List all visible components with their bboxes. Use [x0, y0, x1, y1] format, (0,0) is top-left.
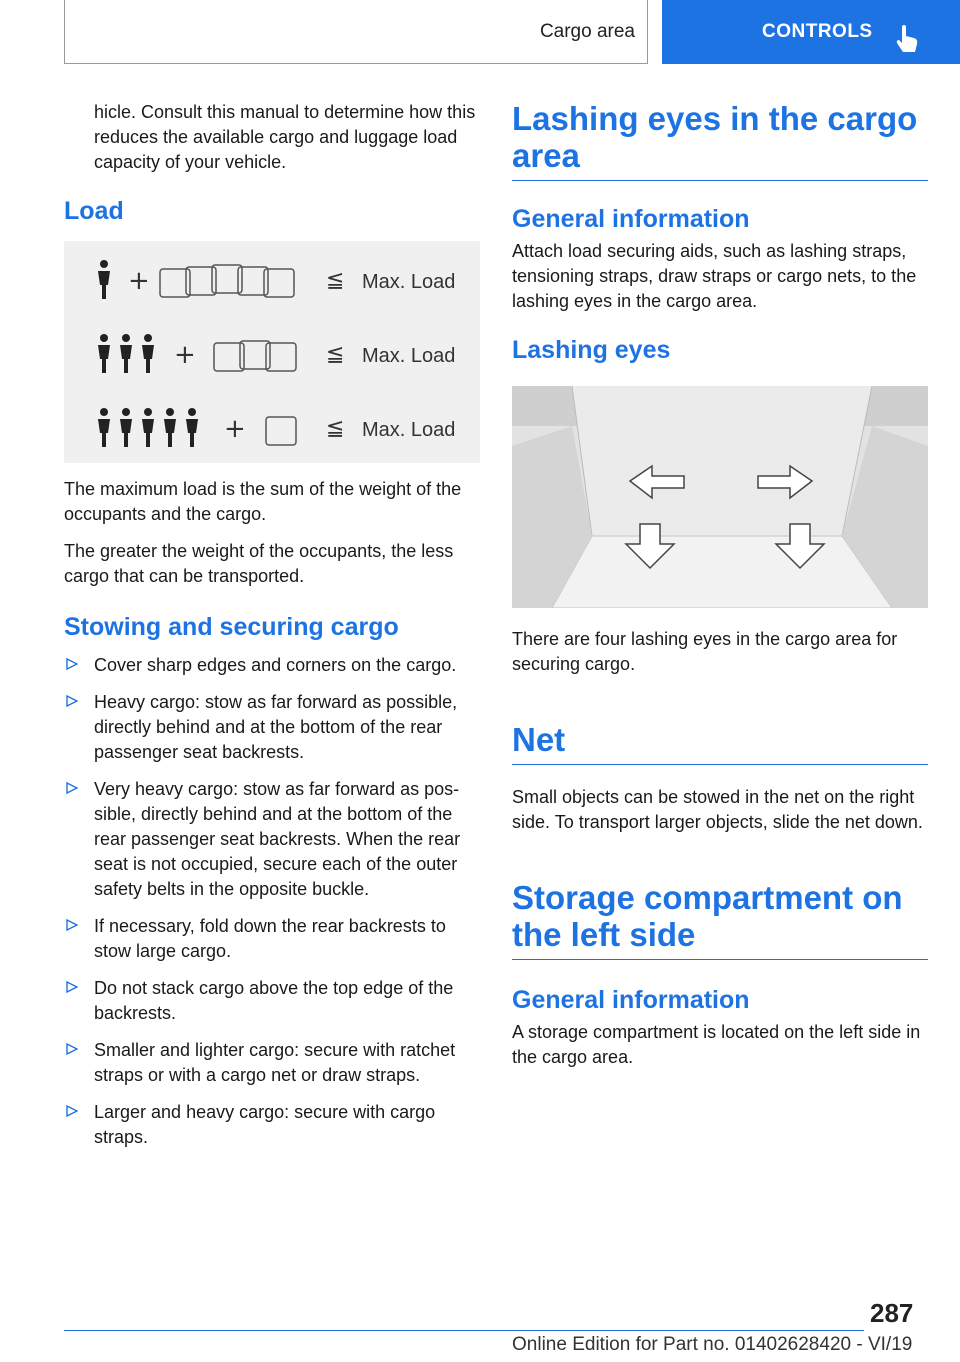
left-column [64, 100, 480, 1162]
svg-text:+: + [224, 414, 246, 444]
net-title: Net [512, 721, 928, 765]
triangle-bullet-icon [66, 980, 78, 994]
max-load-label-3: Max. Load [362, 419, 456, 441]
max-load-label-1: Max. Load [362, 271, 456, 293]
load-illustration [64, 241, 480, 463]
header-section-box [64, 0, 648, 64]
lashing-eyes-heading: Lashing eyes [512, 336, 671, 364]
list-item: Larger and heavy cargo: secure with cargo straps. [64, 1100, 480, 1150]
storage-general-heading: General information [512, 986, 750, 1014]
triangle-bullet-icon [66, 1104, 78, 1118]
header-section-title: Cargo area [539, 20, 635, 42]
triangle-bullet-icon [66, 1042, 78, 1056]
storage-text: A storage compartment is located on the left side in the cargo area. [512, 1022, 921, 1067]
cargo-area-photo [512, 386, 928, 608]
list-item: If necessary, fold down the rear backrests to stow large cargo. [64, 914, 480, 964]
person-luggage-icon [94, 259, 394, 303]
list-item: Do not stack cargo above the top edge of the backrests. [64, 976, 480, 1026]
stowing-heading: Stowing and securing cargo [64, 613, 399, 641]
page-number: 287 [870, 1298, 914, 1328]
max-load-label-2: Max. Load [362, 345, 456, 367]
load-row-3: + ≦ Max. Load [64, 399, 480, 459]
lashing-caption: There are four lashing eyes in the cargo area for securing cargo. [512, 629, 898, 674]
svg-text:+: + [174, 340, 196, 370]
load-heading: Load [64, 197, 124, 225]
net-text: Small objects can be stowed in the net on the right side. To transport larger objects, slide the net down. [512, 787, 923, 832]
load-row-1: + ≦ Max. Load [64, 251, 480, 311]
pointing-hand-icon [894, 24, 920, 54]
storage-title: Storage compartment on the left side [512, 879, 928, 960]
five-persons-luggage-icon [94, 407, 394, 451]
triangle-bullet-icon [66, 781, 78, 795]
list-item: Cover sharp edges and corners on the cargo. [64, 653, 480, 678]
load-paragraph-2: The greater the weight of the occupants, the less cargo that can be transported. [64, 541, 454, 586]
lashing-eyes-title: Lashing eyes in the cargo area [512, 100, 928, 181]
stowing-list [64, 653, 480, 1150]
triangle-bullet-icon [66, 918, 78, 932]
header-chapter-title: CONTROLS [762, 21, 873, 42]
list-item: Heavy cargo: stow as far forward as possible, directly behind and at the bottom of the rear passenger seat backrests. [64, 690, 480, 765]
svg-text:+: + [128, 266, 150, 296]
general-info-text: Attach load securing aids, such as lashing straps, tensioning straps, draw straps or cargo nets, to the lashing eyes in the cargo area. [512, 241, 917, 311]
triangle-bullet-icon [66, 694, 78, 708]
persons-luggage-icon [94, 333, 394, 377]
list-item: Very heavy cargo: stow as far forward as pos‐sible, directly behind and at the bottom of the rear passenger seat backrests. When the rear seat is not occupied, secure each of the outer safety belts in the opposite buckle. [64, 777, 480, 902]
list-item: Smaller and lighter cargo: secure with ratchet straps or with a cargo net or draw straps. [64, 1038, 480, 1088]
footer-edition: Online Edition for Part no. 01402628420 - VI/19 [512, 1334, 913, 1355]
load-paragraph-1: The maximum load is the sum of the weight of the occupants and the cargo. [64, 479, 462, 524]
right-column [512, 100, 928, 1082]
triangle-bullet-icon [66, 657, 78, 671]
general-info-heading: General information [512, 205, 750, 233]
load-row-2: + ≦ Max. Load [64, 325, 480, 385]
footer-divider [64, 1330, 864, 1331]
intro-text: hicle. Consult this manual to determine how this reduces the available cargo and luggage load capacity of your vehicle. [94, 102, 476, 172]
